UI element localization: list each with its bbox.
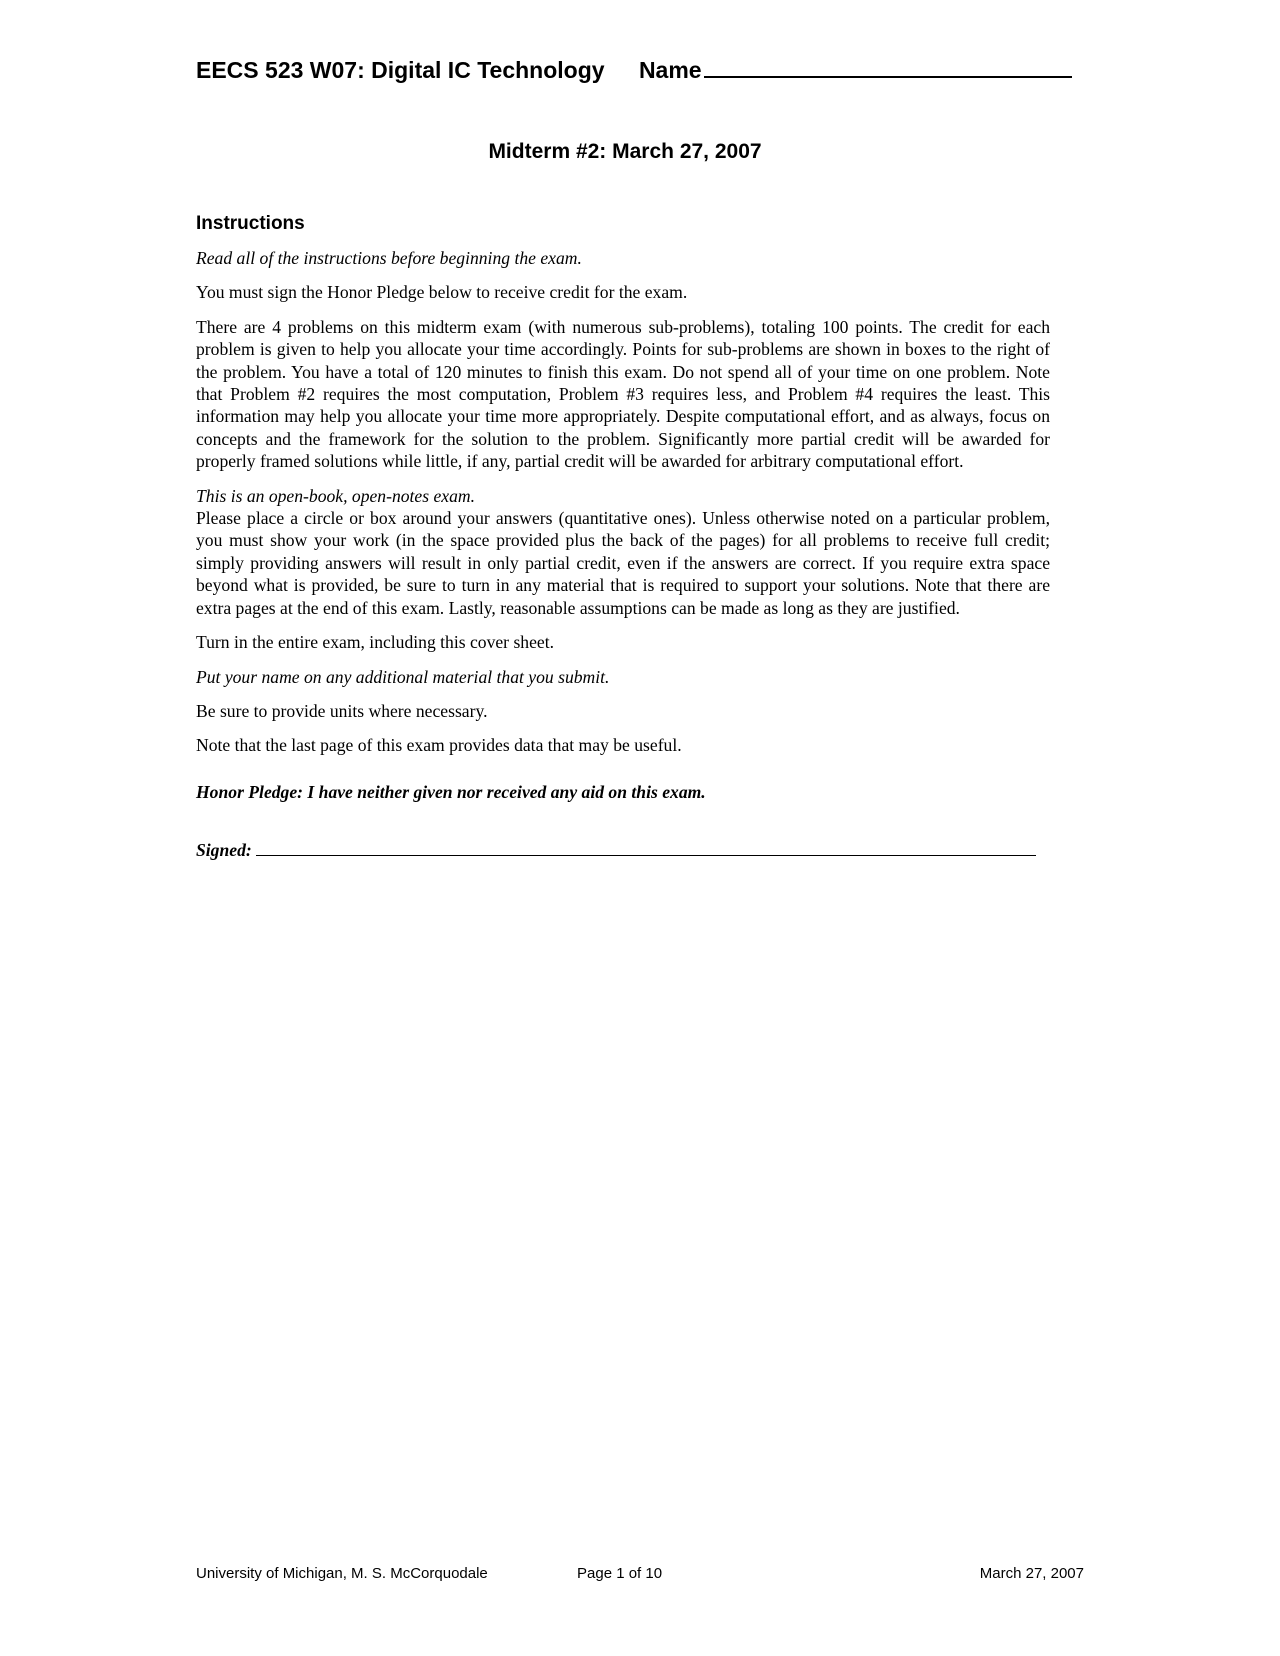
- course-title: EECS 523 W07: Digital IC Technology: [196, 57, 605, 83]
- footer-date: March 27, 2007: [979, 1565, 1084, 1582]
- signed-label: Signed:: [196, 840, 252, 861]
- honor-pledge: Honor Pledge: I have neither given nor received any aid on this exam.: [196, 781, 706, 802]
- name-label: Name: [638, 57, 702, 83]
- name-blank-line: [704, 54, 1072, 78]
- instruction-turn-in: Turn in the entire exam, including this cover sheet.: [196, 632, 554, 653]
- instruction-problems: There are 4 problems on this midterm exam (with numerous sub-problems), totaling 100 points. The credit for each problem is given to help you allocate your time accordingly. Points for sub-problems are shown in boxes to the right of the problem. You have a total of 120 minutes to finish this exam. Do not spend all of your time on one problem. Note that Problem #2 requires the most computation, Problem #3 requires less, and Problem #4 requires the least. This information may help you allocate your time more appropriately. Despite computational effort, and as always, focus on concepts and the framework for the solution to the problem. Significantly more partial credit will be awarded for properly framed solutions while little, if any, partial credit will be awarded for arbitrary computational effort.: [196, 316, 1050, 472]
- instruction-units: Be sure to provide units where necessary.: [196, 700, 488, 721]
- exam-title: Midterm #2: March 27, 2007: [488, 140, 762, 163]
- instruction-answers: Please place a circle or box around your answers (quantitative ones). Unless otherwise noted on a particular problem, you must show your work (in the space provided plus the back of the pages) for all problems to receive full credit; simply providing answers will result in only partial credit, even if the answers are correct. If you require extra space beyond what is provided, be sure to turn in any material that is required to support your solutions. Note that there are extra pages at the end of this exam. Lastly, reasonable assumptions can be made as long as they are justified.: [196, 508, 1050, 618]
- page-header: [196, 54, 1072, 84]
- instructions-heading: Instructions: [196, 213, 305, 234]
- page-footer: [196, 1565, 1084, 1585]
- instruction-open-book: This is an open-book, open-notes exam.: [196, 485, 476, 506]
- instruction-last-page: Note that the last page of this exam provides data that may be useful.: [196, 735, 682, 756]
- instruction-sign-pledge: You must sign the Honor Pledge below to receive credit for the exam.: [196, 282, 688, 303]
- signature-blank-line: [256, 837, 1036, 856]
- footer-page-number: Page 1 of 10: [577, 1565, 663, 1582]
- signature-row: [196, 837, 1050, 861]
- instruction-read-all: Read all of the instructions before beginning the exam.: [196, 248, 582, 268]
- footer-author: University of Michigan, M. S. McCorquodale: [196, 1565, 488, 1582]
- instruction-put-name: Put your name on any additional material that you submit.: [196, 666, 610, 687]
- instructions-body: [196, 247, 1050, 874]
